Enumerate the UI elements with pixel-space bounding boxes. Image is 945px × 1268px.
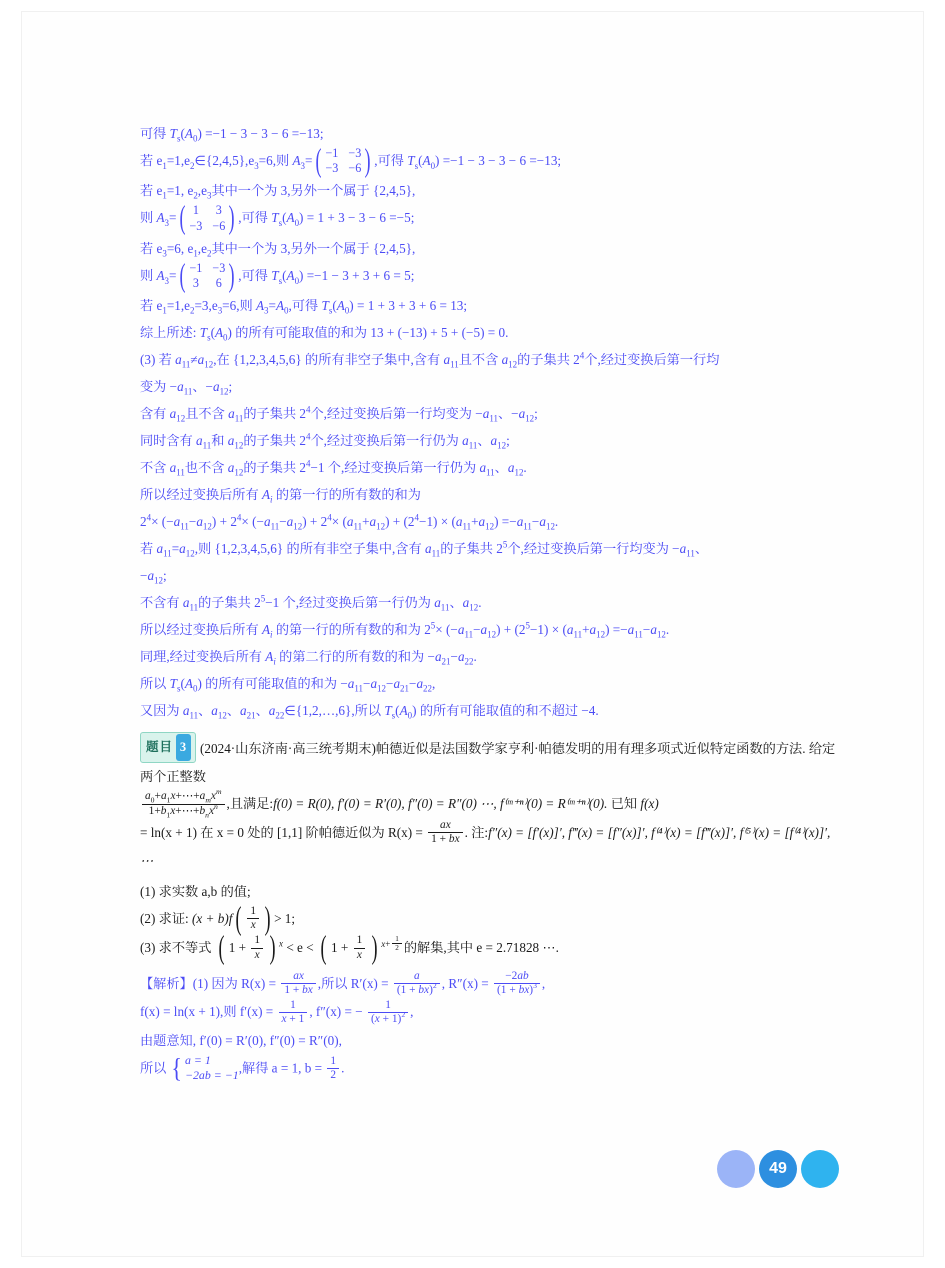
question-1-text: (1) 求实数 a,b 的值; <box>140 884 251 900</box>
solution-line: 综上所述: $T_s(A_0)$ 的所有可能取值的和为 13 + (−13) + 5 + (−5) = 0. <box>140 325 509 343</box>
problem-tag <box>140 732 196 763</box>
question-2-prefix: (2) 求证: <box>140 911 189 927</box>
problem-definition-line <box>140 787 840 819</box>
page-footer <box>717 1150 839 1188</box>
question-3-prefix: (3) 求不等式 <box>140 940 212 956</box>
known-label: 已知 <box>610 796 638 812</box>
page-content <box>140 120 840 1085</box>
solution-line: 同理,经过变换后所有 $A_i$ 的第二行的所有数的和为 $-a_{21}-a_{22}$. <box>140 649 477 667</box>
r-fraction: $\frac{ax}{1 + bx}$ <box>428 819 462 846</box>
analysis-text-2-mid: , f″(x) = − <box>309 1004 363 1020</box>
solution-line: 所以经过变换后所有 $A_i$ 的第一行的所有数的和为 <box>140 487 421 505</box>
problem-source: (2024·山东济南·高三统考期末) <box>200 741 376 757</box>
question-3-suffix: 的解集,其中 e = 2.71828 ⋯. <box>403 940 559 956</box>
system-row-1: a = 1 <box>184 1052 211 1067</box>
footer-dot-left <box>717 1150 755 1188</box>
solution-line: 又因为 $a_{11}$、$a_{12}$、$a_{21}$、$a_{22}\in\{1,2,\dots,6\}$,所以 $T_s(A_0)$ 的所有可能取值的和不超过 −4. <box>140 703 599 721</box>
analysis-fraction-r1: $\frac{a}{(1 + bx)^2}$ <box>394 970 440 997</box>
analysis-label: 【解析】 <box>140 975 193 991</box>
solution-line: $2^4\times (-a_{11}-a_{12}) + 2^4\times (-a_{11}-a_{12}) + 2^4\times (a_{11}+a_{12}) + (2^4-1) \times (a_{11}+a_{12}) =-a_{11}-a_{12}$. <box>140 512 559 532</box>
known-function: f(x) <box>640 796 659 812</box>
solution-line: 若 $a_{11}=a_{12}$,则 {1,2,3,4,5,6} 的所有非空子集中,含有 $a_{11}$的子集共 $2^5$个,经过变换后第一行均变为 $-a_{11}$、 <box>140 539 709 559</box>
footer-dot-right <box>801 1150 839 1188</box>
condition-equations: f(0) = R(0), f′(0) = R′(0), f″(0) = R″(0) ⋯, f⁽ᵐ⁺ⁿ⁾(0) = R⁽ᵐ⁺ⁿ⁾(0). <box>273 796 608 812</box>
analysis-fraction-f2: $\frac{1}{(x + 1)^2}$ <box>368 999 408 1026</box>
solution-line: 不含 $a_{11}$也不含 $a_{12}$的子集共 $2^4-1$ 个,经过变换后第一行仍为 $a_{11}$、$a_{12}$. <box>140 458 527 478</box>
analysis-line-3 <box>140 1027 840 1054</box>
question-2-suffix: > 1; <box>274 911 296 927</box>
solution-line: 可得 $T_s(A_0) =-1 - 3 - 3 - 6 =-13$; <box>140 126 324 144</box>
system-brace: { a = 1 −2ab = −1 <box>171 1052 239 1084</box>
analysis-text-4-tail: . <box>341 1060 345 1076</box>
note-label: 注: <box>471 824 489 840</box>
condition-text: ,且满足: <box>226 796 274 812</box>
problem-question-1 <box>140 878 840 905</box>
problem-tag-label: 题目 <box>146 740 174 755</box>
analysis-text-4-prefix: 所以 <box>140 1060 167 1076</box>
solution-line: 所以 $T_s(A_0)$ 的所有可能取值的和为 $-a_{11}-a_{12}-a_{21}-a_{22}$, <box>140 676 436 694</box>
solution-line: 若 $e_1=1,e_2\in\{2,4,5\},e_3=6$,则 $A_3=$ ( −1 −3 −3 −6 ) ,可得 $T_s(A_0) =-1 - 3 - 3 - 6 =-13$; <box>140 143 562 180</box>
analysis-line-2: f(x) = ln(x + 1),则 f′(x) = $\frac{1}{x + 1}$ , f″(x) = − $\frac{1}{(x + 1)^2}$ , <box>140 998 414 1025</box>
problem-stem-text-1: 帕德近似是法国数学家亨利·帕德发明的用有理多项式近似特定函数的方法. 给定两个正整数 <box>140 741 836 785</box>
solution-line: 变为 $-a_{11}$、$-a_{12}$; <box>140 379 233 397</box>
analysis-line-4 <box>140 1054 840 1085</box>
page-number: 49 <box>759 1150 797 1188</box>
analysis-text-3: 由题意知, f′(0) = R′(0), f″(0) = R″(0), <box>140 1032 342 1048</box>
analysis-fraction-r2: $\frac{-2ab}{(1 + bx)^3}$ <box>494 970 540 997</box>
analysis-fraction-b: $\frac{1}{2}$ <box>327 1055 339 1082</box>
solution-line: 不含有 $a_{11}$的子集共 $2^5-1$ 个,经过变换后第一行仍为 $a_{11}$、$a_{12}$. <box>140 593 482 613</box>
problem-block <box>140 732 840 967</box>
solution-line: 则 $A_3=$ ( −1 −3 3 6 ) ,可得 $T_s(A_0) =-1 - 3 + 3 + 6 = 5$; <box>140 257 415 294</box>
analysis-text-1-end: , R″(x) = <box>441 975 489 991</box>
solution-line: 则 $A_3=$ ( 1 3 −3 −6 ) ,可得 $T_s(A_0) = 1 + 3 - 3 - 6 =-5$; <box>140 200 415 237</box>
problem-pade-line: = ln(x + 1) 在 x = 0 处的 [1,1] 阶帕德近似为 R(x) = $\frac{ax}{1 + bx}$ . 注:f″(x) = [f′(x)]′, f‴(x) = [f″(x)]′, f⁽⁴⁾(x) = [f‴(x)]′, f⁽⁵⁾(x) = [f⁽⁴⁾(x)]′, ⋯ <box>140 818 831 869</box>
note-equations: f″(x) = [f′(x)]′, f‴(x) = [f″(x)]′, f⁽⁴⁾(x) = [f‴(x)]′, f⁽⁵⁾(x) = [f⁽⁴⁾(x)]′, ⋯ <box>140 824 831 869</box>
analysis-text-4-end: ,解得 a = 1, b = <box>238 1060 323 1076</box>
system-row-2: −2ab = −1 <box>184 1068 239 1083</box>
analysis-text-2: f(x) = ln(x + 1),则 f′(x) = <box>140 1004 274 1020</box>
problem-stem <box>140 732 840 790</box>
analysis-line-1: 【解析】(1) 因为 R(x) = $\frac{ax}{1 + bx}$ ,所以 R′(x) = $\frac{a}{(1 + bx)^2}$ , R″(x) = $\frac{-2ab}{(1 + bx)^3}$ , <box>140 969 546 997</box>
problem-question-3 <box>140 930 840 967</box>
analysis-text-1-mid: ,所以 R′(x) = <box>317 975 389 991</box>
solution-line: 含有 $a_{12}$且不含 $a_{11}$的子集共 $2^4$个,经过变换后第一行均变为 $-a_{11}$、$-a_{12}$; <box>140 404 538 424</box>
solution-line: 同时含有 $a_{11}$和 $a_{12}$的子集共 $2^4$个,经过变换后第一行仍为 $a_{11}$、$a_{12}$; <box>140 431 510 451</box>
problem-tag-number: 3 <box>176 734 191 761</box>
analysis-fraction-r: $\frac{ax}{1 + bx}$ <box>281 970 315 997</box>
question-3-expression: ( 1 + $\frac{1}{x}$ ) $^x$ < e < ( 1 + $\frac{1}{x}$ ) $^{x+ \frac{1}{2}}$ <box>215 940 404 955</box>
solution-line: 若 $e_3=6$, $e_1,e_2$其中一个为 3,另外一个属于 {2,4,5}, <box>140 240 416 259</box>
page-sheet <box>22 12 923 1256</box>
solution-line: 若 $e_1=1,e_2=3,e_3=6$,则 $A_3=A_0$,可得 $T_s(A_0) = 1 + 3 + 3 + 6 = 13$; <box>140 298 468 316</box>
question-2-expression: (x + b)f ( $\frac{1}{x}$ ) <box>192 900 271 937</box>
analysis-text-1: (1) 因为 R(x) = <box>192 975 277 991</box>
problem-question-2 <box>140 900 840 937</box>
analysis-fraction-f1: $\frac{1}{x + 1}$ <box>279 999 308 1026</box>
pade-fraction: $\frac{a_0+a_1x+\cdots+a_mx^m}{1+b_1x+\cdots+b_nx^n}$ <box>142 790 225 817</box>
known-equation: = ln(x + 1) 在 x = 0 处的 [1,1] 阶帕德近似为 R(x) = <box>140 824 423 840</box>
solution-line: 所以经过变换后所有 $A_i$ 的第一行的所有数的和为 $2^5\times (-a_{11}-a_{12}) + (2^5-1) \times (a_{11}+a_{12}) =-a_{11}-a_{12}$. <box>140 620 670 640</box>
solution-line: 若 $e_1=1$, $e_2,e_3$其中一个为 3,另外一个属于 {2,4,5}, <box>140 183 416 201</box>
solution-line: $-a_{12}$; <box>140 568 167 586</box>
solution-line: (3) 若 $a_{11}\ne a_{12}$,在 {1,2,3,4,5,6} 的所有非空子集中,含有 $a_{11}$且不含 $a_{12}$的子集共 $2^4$个,经过变换后第一行均 <box>140 350 720 370</box>
